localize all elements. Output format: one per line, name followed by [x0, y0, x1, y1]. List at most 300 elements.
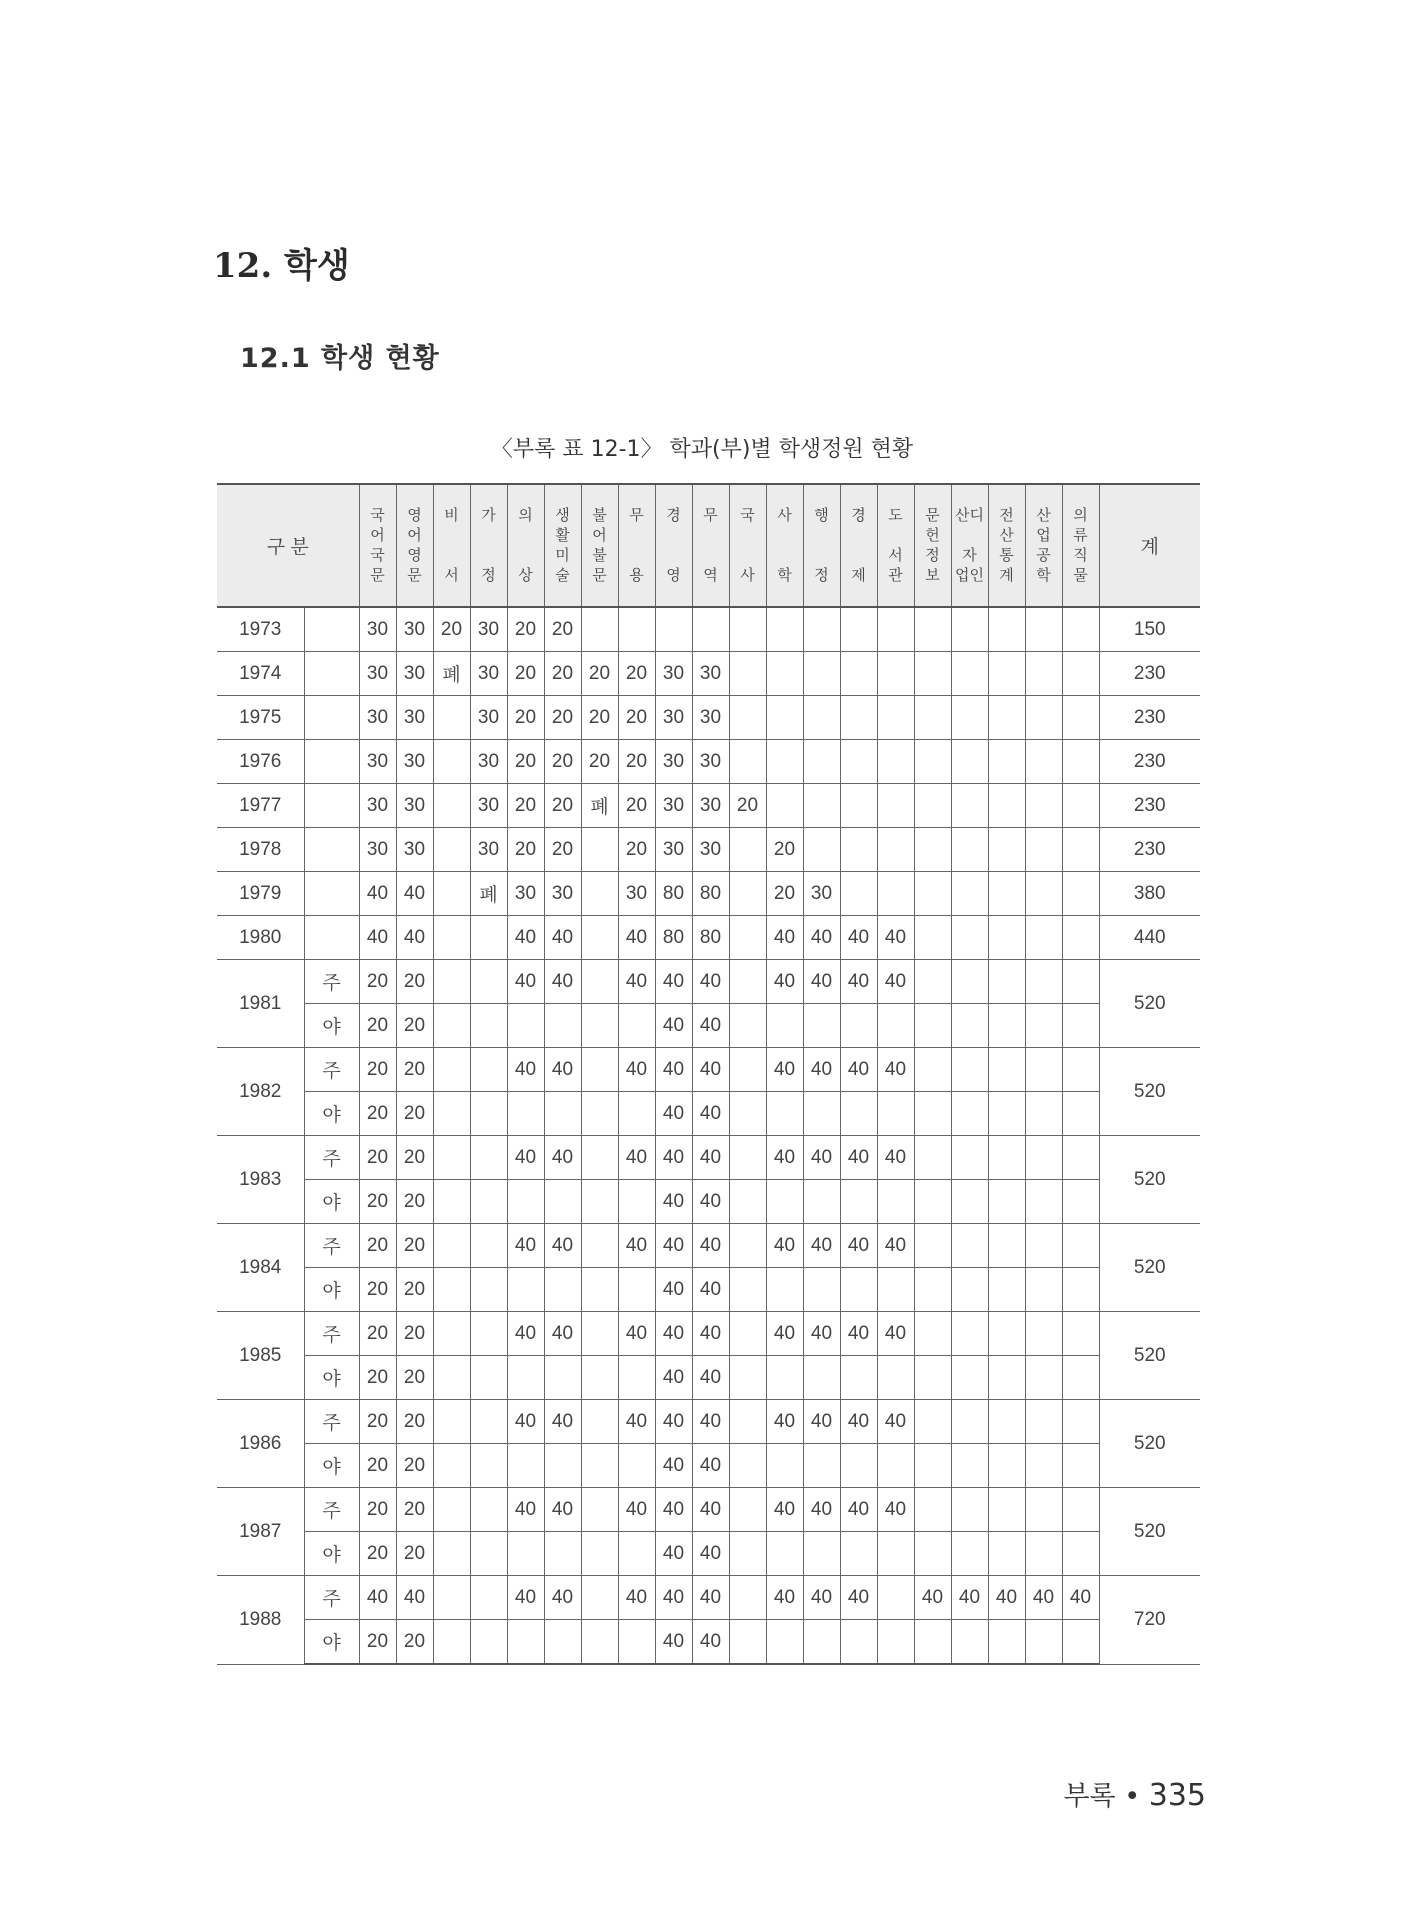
quota-cell [914, 696, 951, 740]
quota-cell [766, 1532, 803, 1576]
quota-cell: 40 [507, 1312, 544, 1356]
quota-cell: 40 [692, 1532, 729, 1576]
table-header-row [217, 484, 1200, 607]
quota-cell [803, 1356, 840, 1400]
quota-cell [840, 1004, 877, 1048]
quota-cell [988, 1048, 1025, 1092]
quota-cell: 40 [840, 1576, 877, 1620]
quota-cell [729, 1180, 766, 1224]
quota-cell: 40 [655, 1180, 692, 1224]
quota-cell [692, 607, 729, 652]
quota-cell: 30 [803, 872, 840, 916]
quota-cell: 20 [396, 1532, 433, 1576]
year-cell: 1986 [217, 1400, 304, 1488]
session-cell [304, 828, 359, 872]
quota-cell [729, 1136, 766, 1180]
quota-cell: 20 [544, 784, 581, 828]
quota-cell: 40 [1025, 1576, 1062, 1620]
quota-cell [729, 696, 766, 740]
quota-cell: 40 [655, 1092, 692, 1136]
quota-cell: 20 [618, 740, 655, 784]
quota-cell [988, 1444, 1025, 1488]
quota-cell [914, 1444, 951, 1488]
quota-cell [1025, 872, 1062, 916]
quota-cell: 20 [433, 607, 470, 652]
quota-cell [470, 1620, 507, 1665]
quota-cell [433, 1532, 470, 1576]
quota-cell [988, 916, 1025, 960]
year-cell: 1973 [217, 607, 304, 652]
quota-cell [1062, 1620, 1099, 1665]
quota-cell [803, 740, 840, 784]
quota-cell [1025, 1620, 1062, 1665]
quota-cell: 40 [914, 1576, 951, 1620]
quota-cell [914, 1620, 951, 1665]
quota-cell [433, 872, 470, 916]
quota-cell: 40 [877, 1312, 914, 1356]
quota-cell: 40 [766, 916, 803, 960]
table-row [217, 916, 1200, 960]
quota-cell [766, 740, 803, 784]
page-footer [1063, 1774, 1206, 1813]
quota-cell [507, 1092, 544, 1136]
header-dept-label: 영 어 영 문 [407, 506, 422, 584]
quota-cell: 40 [803, 1400, 840, 1444]
quota-cell [729, 872, 766, 916]
quota-cell: 20 [396, 1488, 433, 1532]
quota-cell [951, 1136, 988, 1180]
header-dept-label: 무 역 [703, 506, 718, 584]
quota-cell [914, 1092, 951, 1136]
quota-cell: 30 [655, 784, 692, 828]
page-number: 335 [1148, 1778, 1206, 1813]
quota-cell [988, 1224, 1025, 1268]
quota-cell: 20 [544, 607, 581, 652]
header-dept-label: 생 활 미 술 [555, 506, 570, 584]
quota-cell [988, 1532, 1025, 1576]
quota-cell [1062, 1400, 1099, 1444]
quota-cell: 20 [359, 1532, 396, 1576]
quota-cell [877, 1268, 914, 1312]
header-dept-7 [618, 484, 655, 607]
quota-cell: 폐 [470, 872, 507, 916]
quota-cell [581, 1004, 618, 1048]
quota-cell [988, 828, 1025, 872]
quota-cell [877, 607, 914, 652]
quota-cell: 30 [470, 652, 507, 696]
quota-cell [803, 828, 840, 872]
year-cell: 1979 [217, 872, 304, 916]
quota-cell [581, 1576, 618, 1620]
quota-cell: 40 [692, 1620, 729, 1665]
quota-cell [581, 1268, 618, 1312]
quota-cell [840, 1092, 877, 1136]
quota-cell [914, 1180, 951, 1224]
quota-cell [1062, 740, 1099, 784]
quota-cell: 30 [396, 828, 433, 872]
quota-cell [988, 1356, 1025, 1400]
quota-cell: 40 [840, 1224, 877, 1268]
quota-cell: 40 [692, 1048, 729, 1092]
header-dept-5 [544, 484, 581, 607]
quota-cell [914, 960, 951, 1004]
quota-cell: 40 [396, 916, 433, 960]
quota-cell [729, 1620, 766, 1665]
quota-cell [470, 1312, 507, 1356]
quota-cell [766, 784, 803, 828]
quota-cell [544, 1004, 581, 1048]
quota-cell [618, 1268, 655, 1312]
quota-cell [766, 1004, 803, 1048]
quota-cell [729, 1356, 766, 1400]
student-quota-table-container [217, 483, 1200, 1665]
header-dept-label: 행 정 [814, 506, 829, 584]
quota-cell [877, 652, 914, 696]
quota-cell: 20 [359, 1356, 396, 1400]
year-cell: 1988 [217, 1576, 304, 1665]
quota-cell: 40 [766, 960, 803, 1004]
quota-cell [618, 1180, 655, 1224]
quota-cell [951, 1268, 988, 1312]
quota-cell [729, 828, 766, 872]
table-row [217, 696, 1200, 740]
footer-label: 부록 [1063, 1781, 1116, 1812]
table-row [217, 1400, 1200, 1444]
quota-cell: 40 [655, 960, 692, 1004]
header-dept-3 [470, 484, 507, 607]
session-cell: 주 [304, 1488, 359, 1532]
quota-cell [507, 1444, 544, 1488]
quota-cell: 30 [655, 828, 692, 872]
quota-cell [914, 652, 951, 696]
quota-cell [618, 1620, 655, 1665]
quota-cell [840, 1532, 877, 1576]
quota-cell [544, 1620, 581, 1665]
session-cell: 주 [304, 1048, 359, 1092]
quota-cell: 20 [618, 652, 655, 696]
quota-cell [766, 607, 803, 652]
quota-cell [618, 1092, 655, 1136]
header-dept-8 [655, 484, 692, 607]
quota-cell: 20 [396, 1180, 433, 1224]
quota-cell [433, 1312, 470, 1356]
header-dept-label: 의 상 [518, 506, 533, 584]
header-dept-label: 도 서 관 [888, 506, 903, 584]
quota-cell [951, 960, 988, 1004]
quota-cell [433, 1400, 470, 1444]
quota-cell [433, 1576, 470, 1620]
quota-cell: 40 [618, 916, 655, 960]
quota-cell [729, 1488, 766, 1532]
quota-cell [729, 1400, 766, 1444]
quota-cell: 폐 [433, 652, 470, 696]
quota-cell [433, 1620, 470, 1665]
quota-cell: 20 [544, 828, 581, 872]
quota-cell: 30 [470, 740, 507, 784]
table-row [217, 1136, 1200, 1180]
quota-cell: 40 [396, 872, 433, 916]
session-cell [304, 740, 359, 784]
quota-cell: 30 [396, 652, 433, 696]
quota-cell: 20 [396, 1444, 433, 1488]
quota-cell [470, 1576, 507, 1620]
table-row [217, 740, 1200, 784]
quota-cell: 20 [507, 828, 544, 872]
quota-cell [988, 607, 1025, 652]
quota-cell [1062, 1268, 1099, 1312]
session-cell: 야 [304, 1180, 359, 1224]
quota-cell: 20 [766, 872, 803, 916]
quota-cell [803, 1004, 840, 1048]
quota-cell [877, 1444, 914, 1488]
year-cell: 1981 [217, 960, 304, 1048]
quota-cell [544, 1444, 581, 1488]
table-row [217, 1004, 1200, 1048]
total-cell: 520 [1099, 960, 1200, 1048]
quota-cell [840, 828, 877, 872]
quota-cell [1025, 1532, 1062, 1576]
quota-cell [433, 784, 470, 828]
quota-cell: 40 [618, 1136, 655, 1180]
quota-cell [914, 784, 951, 828]
quota-cell [988, 1136, 1025, 1180]
quota-cell: 40 [803, 1136, 840, 1180]
quota-cell [470, 1180, 507, 1224]
quota-cell [1025, 1048, 1062, 1092]
quota-cell: 40 [655, 1356, 692, 1400]
quota-cell: 40 [655, 1048, 692, 1092]
header-dept-label: 가 정 [481, 506, 496, 584]
quota-cell [951, 1356, 988, 1400]
total-cell: 230 [1099, 696, 1200, 740]
table-row [217, 1268, 1200, 1312]
quota-cell [1025, 828, 1062, 872]
quota-cell [951, 1532, 988, 1576]
quota-cell: 40 [766, 1312, 803, 1356]
quota-cell [470, 1224, 507, 1268]
quota-cell [729, 1444, 766, 1488]
quota-cell [1062, 607, 1099, 652]
quota-cell: 30 [396, 784, 433, 828]
quota-cell: 40 [692, 960, 729, 1004]
quota-cell [433, 1092, 470, 1136]
quota-cell: 20 [359, 1400, 396, 1444]
quota-cell [951, 1400, 988, 1444]
quota-cell [840, 696, 877, 740]
quota-cell [1025, 652, 1062, 696]
quota-cell [581, 828, 618, 872]
quota-cell [988, 872, 1025, 916]
session-cell: 주 [304, 960, 359, 1004]
quota-cell [729, 1532, 766, 1576]
quota-cell [470, 1092, 507, 1136]
header-dept-11 [766, 484, 803, 607]
quota-cell: 40 [877, 960, 914, 1004]
quota-cell [581, 1488, 618, 1532]
quota-cell [877, 1532, 914, 1576]
quota-cell [914, 1312, 951, 1356]
quota-cell: 40 [618, 1224, 655, 1268]
quota-cell [1025, 784, 1062, 828]
table-row [217, 1532, 1200, 1576]
quota-cell: 30 [544, 872, 581, 916]
quota-cell [877, 784, 914, 828]
quota-cell [544, 1268, 581, 1312]
quota-cell: 40 [803, 1224, 840, 1268]
quota-cell: 20 [581, 740, 618, 784]
header-dept-10 [729, 484, 766, 607]
quota-cell: 40 [766, 1136, 803, 1180]
year-cell: 1976 [217, 740, 304, 784]
quota-cell [803, 1092, 840, 1136]
quota-cell [988, 696, 1025, 740]
quota-cell: 40 [544, 1488, 581, 1532]
quota-cell: 40 [692, 1004, 729, 1048]
quota-cell: 80 [692, 916, 729, 960]
quota-cell: 40 [359, 872, 396, 916]
quota-cell: 40 [507, 1048, 544, 1092]
quota-cell: 40 [359, 1576, 396, 1620]
quota-cell [766, 1620, 803, 1665]
total-cell: 230 [1099, 784, 1200, 828]
quota-cell [433, 1004, 470, 1048]
quota-cell [470, 960, 507, 1004]
year-cell: 1984 [217, 1224, 304, 1312]
quota-cell [840, 652, 877, 696]
quota-cell: 40 [544, 1048, 581, 1092]
header-dept-18 [1025, 484, 1062, 607]
quota-cell [507, 1004, 544, 1048]
quota-cell [803, 696, 840, 740]
quota-cell: 40 [655, 1400, 692, 1444]
quota-cell: 40 [655, 1004, 692, 1048]
quota-cell [914, 872, 951, 916]
quota-cell: 30 [655, 652, 692, 696]
quota-cell: 40 [618, 960, 655, 1004]
quota-cell: 40 [877, 1400, 914, 1444]
quota-cell: 40 [507, 960, 544, 1004]
quota-cell [433, 1180, 470, 1224]
quota-cell: 40 [655, 1136, 692, 1180]
quota-cell [840, 784, 877, 828]
quota-cell [470, 1004, 507, 1048]
quota-cell [581, 1048, 618, 1092]
quota-cell [951, 1444, 988, 1488]
quota-cell: 40 [766, 1048, 803, 1092]
quota-cell: 20 [396, 1400, 433, 1444]
quota-cell: 30 [396, 696, 433, 740]
quota-cell [988, 1620, 1025, 1665]
total-cell: 720 [1099, 1576, 1200, 1665]
quota-cell [618, 1444, 655, 1488]
session-cell: 야 [304, 1004, 359, 1048]
quota-cell [1062, 916, 1099, 960]
quota-cell [507, 1532, 544, 1576]
total-cell: 230 [1099, 652, 1200, 696]
table-row [217, 872, 1200, 916]
session-cell [304, 916, 359, 960]
header-dept-label: 경 제 [851, 506, 866, 584]
quota-cell [951, 1224, 988, 1268]
quota-cell: 폐 [581, 784, 618, 828]
table-row [217, 1048, 1200, 1092]
quota-cell: 40 [803, 1312, 840, 1356]
quota-cell [951, 1312, 988, 1356]
quota-cell [507, 1356, 544, 1400]
quota-cell [581, 1620, 618, 1665]
quota-cell [803, 607, 840, 652]
quota-cell [470, 1136, 507, 1180]
quota-cell [1025, 1180, 1062, 1224]
quota-cell: 40 [1062, 1576, 1099, 1620]
quota-cell [618, 607, 655, 652]
quota-cell [729, 1312, 766, 1356]
quota-cell [581, 1312, 618, 1356]
quota-cell [914, 1532, 951, 1576]
quota-cell: 40 [840, 960, 877, 1004]
quota-cell: 20 [396, 1136, 433, 1180]
quota-cell [988, 1180, 1025, 1224]
quota-cell: 40 [507, 1488, 544, 1532]
quota-cell [729, 740, 766, 784]
session-cell: 야 [304, 1268, 359, 1312]
quota-cell: 20 [359, 1048, 396, 1092]
quota-cell: 30 [470, 607, 507, 652]
quota-cell: 40 [877, 1136, 914, 1180]
quota-cell [951, 1620, 988, 1665]
quota-cell [951, 607, 988, 652]
quota-cell: 30 [359, 784, 396, 828]
quota-cell [433, 828, 470, 872]
header-dept-0 [359, 484, 396, 607]
quota-cell [618, 1532, 655, 1576]
table-row [217, 652, 1200, 696]
session-cell: 야 [304, 1532, 359, 1576]
quota-cell: 30 [359, 828, 396, 872]
quota-cell: 40 [507, 1400, 544, 1444]
quota-cell: 20 [507, 784, 544, 828]
quota-cell [803, 652, 840, 696]
quota-cell [1062, 1136, 1099, 1180]
quota-cell [581, 1180, 618, 1224]
quota-cell [766, 1444, 803, 1488]
header-dept-9 [692, 484, 729, 607]
quota-cell: 40 [507, 1136, 544, 1180]
quota-cell [1025, 960, 1062, 1004]
total-cell: 230 [1099, 740, 1200, 784]
quota-cell: 40 [507, 916, 544, 960]
quota-cell [1062, 784, 1099, 828]
quota-cell [914, 1048, 951, 1092]
quota-cell [1025, 1268, 1062, 1312]
session-cell: 야 [304, 1620, 359, 1665]
quota-cell [729, 652, 766, 696]
quota-cell [1025, 1136, 1062, 1180]
quota-cell: 30 [692, 784, 729, 828]
quota-cell: 40 [766, 1224, 803, 1268]
quota-cell: 20 [396, 1268, 433, 1312]
table-row [217, 1488, 1200, 1532]
quota-cell [1025, 1312, 1062, 1356]
table-row [217, 1180, 1200, 1224]
quota-cell: 40 [359, 916, 396, 960]
quota-cell: 20 [396, 1620, 433, 1665]
quota-cell [1062, 1004, 1099, 1048]
quota-cell [1025, 696, 1062, 740]
quota-cell [1025, 1488, 1062, 1532]
quota-cell [914, 1224, 951, 1268]
quota-cell: 30 [692, 696, 729, 740]
